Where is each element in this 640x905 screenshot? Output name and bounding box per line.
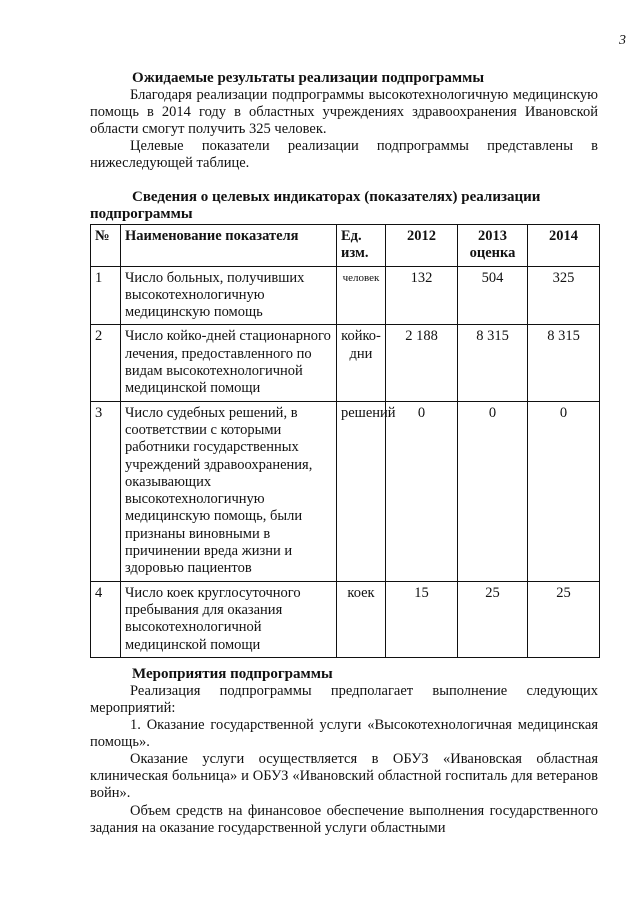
table-title — [90, 189, 600, 223]
row-value-2014: 0 — [528, 401, 600, 581]
table-header-row — [91, 225, 600, 267]
page-number: 3 — [619, 33, 626, 48]
results-paragraph-2: Целевые показатели реализации подпрограммы представлены в нижеследующей таблице. — [90, 138, 598, 171]
row-name: Число койко-дней стационарного лечения, предоставленного по видам высокотехнологичной медицинской помощи — [121, 325, 337, 401]
row-value-2013: 0 — [458, 401, 528, 581]
table-title-line-2: подпрограммы — [90, 206, 193, 222]
row-value-2014: 8 315 — [528, 325, 600, 401]
row-unit: решений — [337, 401, 386, 581]
row-value-2014: 25 — [528, 581, 600, 657]
row-value-2013: 25 — [458, 581, 528, 657]
table-row — [91, 325, 600, 401]
measures-paragraph-4: Объем средств на финансовое обеспечение выполнения государственного задания на оказание государственной услуги областными — [90, 803, 598, 836]
row-value-2013: 504 — [458, 266, 528, 325]
header-unit: Ед. изм. — [337, 225, 386, 267]
row-value-2012: 15 — [386, 581, 458, 657]
header-2013: 2013 оценка — [458, 225, 528, 267]
table-row — [91, 581, 600, 657]
indicators-table — [90, 224, 600, 658]
table-title-line-1: Сведения о целевых индикаторах (показателях) реализации — [132, 189, 541, 205]
row-name: Число судебных решений, в соответствии с которыми работники государственных учреждений здравоохранения, оказывающих высокотехнологичную медицинскую помощь, были признаны виновными в причинении вреда жизни и здоровью пациентов — [121, 401, 337, 581]
results-heading: Ожидаемые результаты реализации подпрограммы — [132, 70, 485, 86]
row-unit: коек — [337, 581, 386, 657]
measures-paragraph-2: 1. Оказание государственной услуги «Высокотехнологичная медицинская помощь». — [90, 717, 598, 750]
header-2012: 2012 — [386, 225, 458, 267]
row-num: 1 — [91, 266, 121, 325]
header-num: № — [91, 225, 121, 267]
header-name: Наименование показателя — [121, 225, 337, 267]
measures-heading: Мероприятия подпрограммы — [132, 666, 333, 682]
row-unit: койко-дни — [337, 325, 386, 401]
row-value-2012: 2 188 — [386, 325, 458, 401]
row-value-2012: 132 — [386, 266, 458, 325]
measures-paragraph-3: Оказание услуги осуществляется в ОБУЗ «Ивановская областная клиническая больница» и ОБУЗ «Ивановский областной госпиталь для ветеранов войн». — [90, 751, 598, 801]
row-value-2014: 325 — [528, 266, 600, 325]
row-value-2012: 0 — [386, 401, 458, 581]
row-num: 2 — [91, 325, 121, 401]
measures-paragraph-1: Реализация подпрограммы предполагает выполнение следующих мероприятий: — [90, 683, 598, 716]
results-paragraph-1: Благодаря реализации подпрограммы высокотехнологичную медицинскую помощь в 2014 году в областных учреждениях здравоохранения Ивановской области смогут получить 325 человек. — [90, 87, 598, 137]
row-name: Число коек круглосуточного пребывания для оказания высокотехнологичной медицинской помощи — [121, 581, 337, 657]
table-row — [91, 266, 600, 325]
row-name: Число больных, получивших высокотехнологичную медицинскую помощь — [121, 266, 337, 325]
row-num: 3 — [91, 401, 121, 581]
row-value-2013: 8 315 — [458, 325, 528, 401]
table-row — [91, 401, 600, 581]
row-unit: человек — [337, 266, 386, 325]
row-num: 4 — [91, 581, 121, 657]
header-2014: 2014 — [528, 225, 600, 267]
